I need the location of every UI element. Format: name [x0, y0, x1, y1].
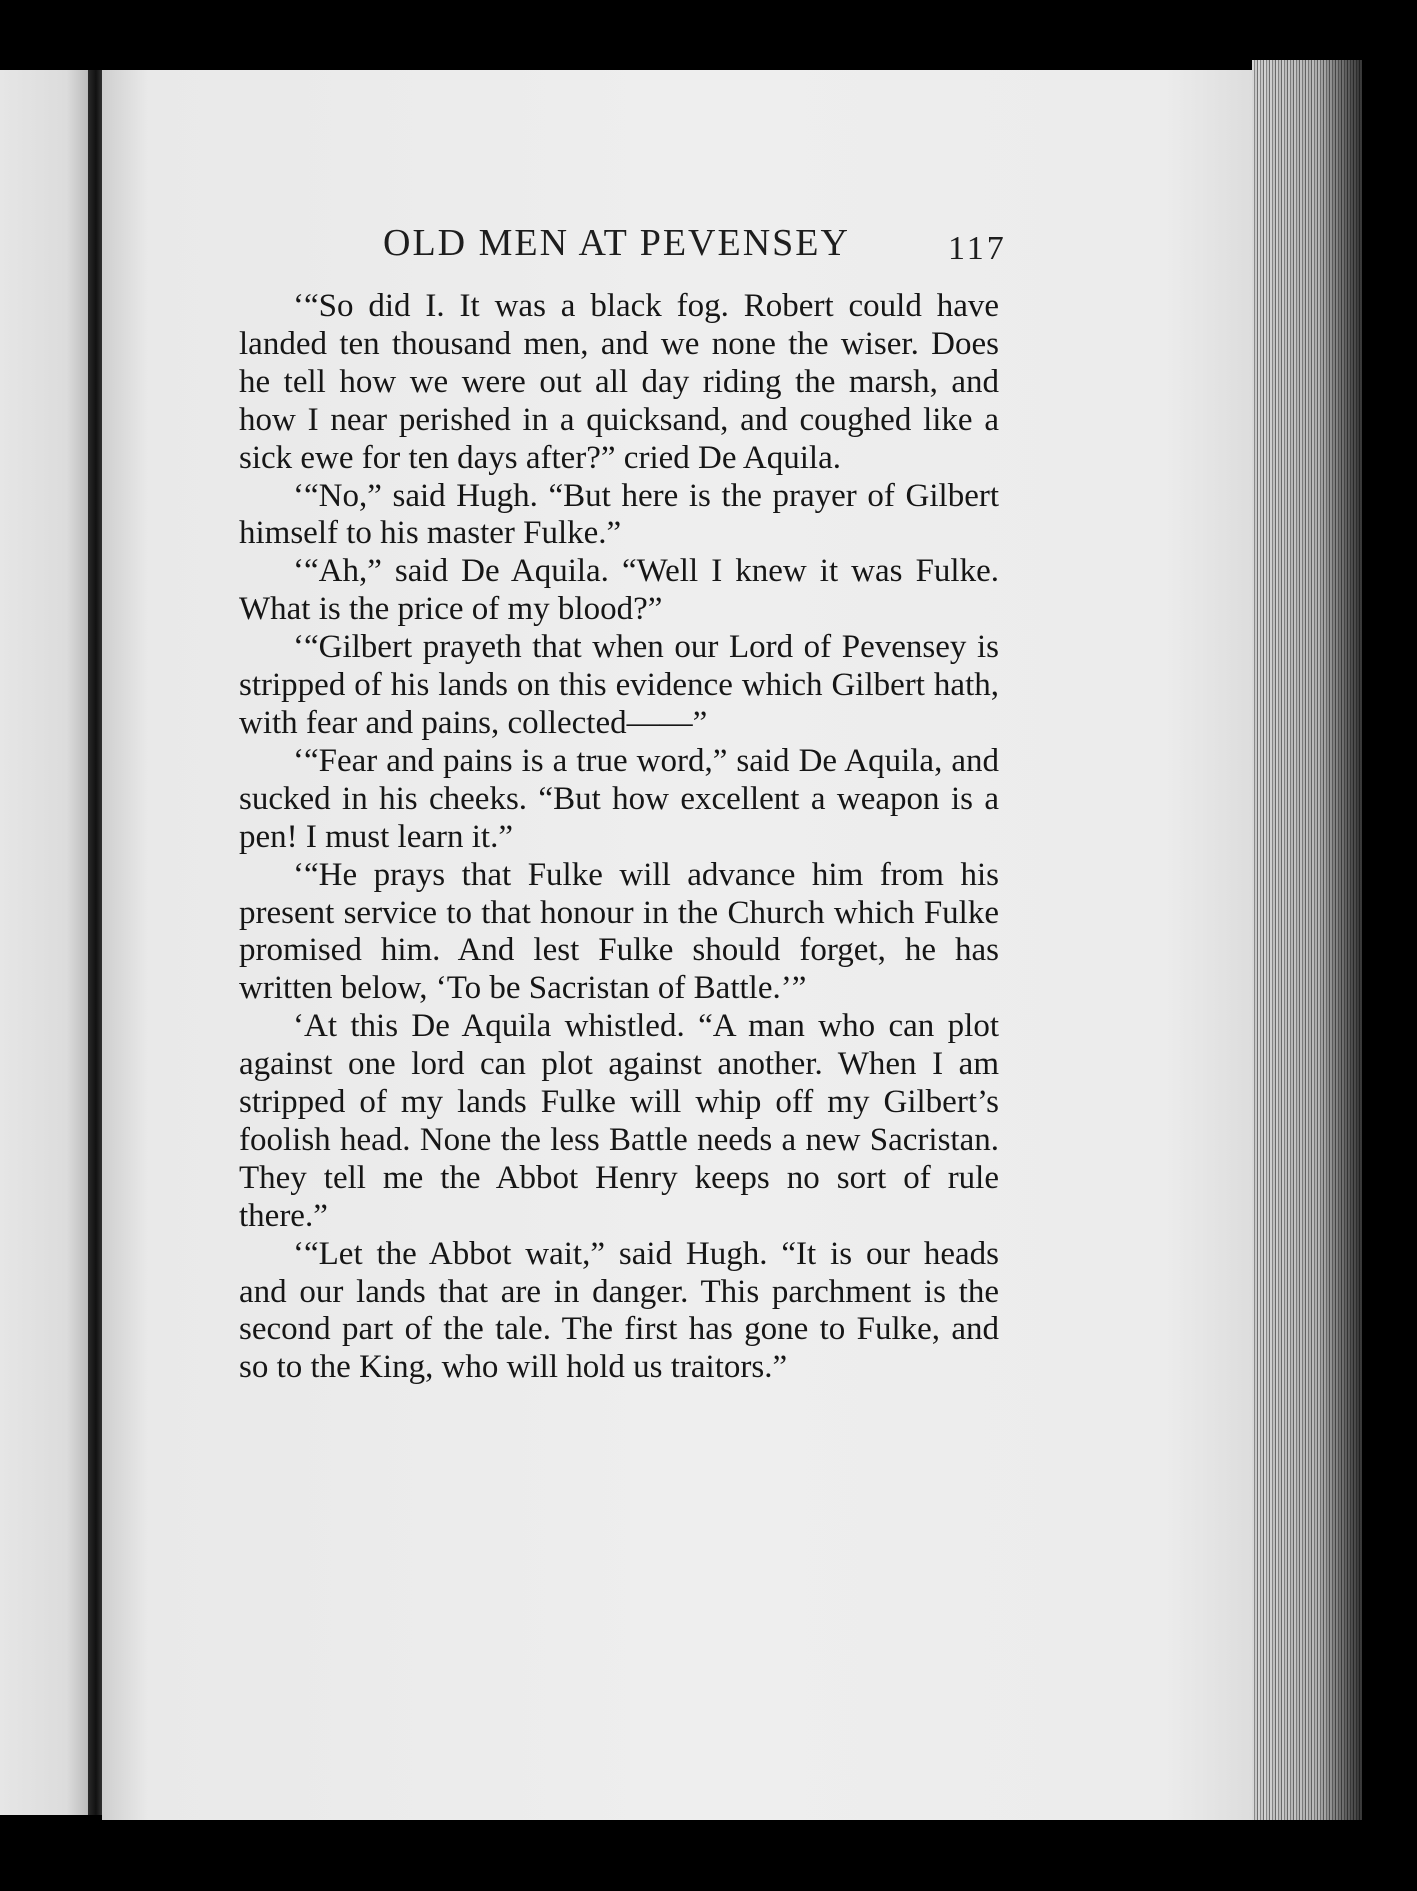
paragraph: ‘At this De Aquila whistled. “A man who can plot against one lord can plot against another. When I am stripped of my lands Fulke will whip off my Gilbert’s foolish head. None the less Battle needs a new Sacristan. They tell me the Abbot Henry keeps no sort of rule there.” — [239, 1008, 999, 1234]
paragraph: ‘“Gilbert prayeth that when our Lord of Pevensey is stripped of his lands on this evidence which Gilbert hath, with fear and pains, collected——” — [239, 629, 999, 741]
paragraph: ‘“He prays that Fulke will advance him from his present service to that honour in the Church which Fulke promised him. And lest Fulke should forget, he has written below, ‘To be Sacristan of Battle.’” — [239, 856, 999, 1007]
running-title: OLD MEN AT PEVENSEY — [383, 222, 850, 264]
body-text — [239, 288, 999, 1387]
paragraph: ‘“Let the Abbot wait,” said Hugh. “It is our heads and our lands that are in danger. This parchment is the second part of the tale. The first has gone to Fulke, and so to the King, who will hold us traitors.” — [239, 1235, 999, 1386]
paragraph: ‘“Ah,” said De Aquila. “Well I knew it was Fulke. What is the price of my blood?” — [239, 553, 999, 628]
paragraph: ‘“No,” said Hugh. “But here is the prayer of Gilbert himself to his master Fulke.” — [239, 477, 999, 552]
paragraph: ‘“So did I. It was a black fog. Robert could have landed ten thousand men, and we none the wiser. Does he tell how we were out all day riding the marsh, and how I near perished in a quicksand, and coughed like a sick ewe for ten days after?” cried De Aquila. — [239, 288, 999, 476]
paragraph: ‘“Fear and pains is a true word,” said De Aquila, and sucked in his cheeks. “But how excellent a weapon is a pen! I must learn it.” — [239, 742, 999, 855]
stacked-page-edges — [1252, 60, 1362, 1820]
page-number: 117 — [948, 230, 1007, 267]
previous-page-edge — [0, 70, 95, 1815]
